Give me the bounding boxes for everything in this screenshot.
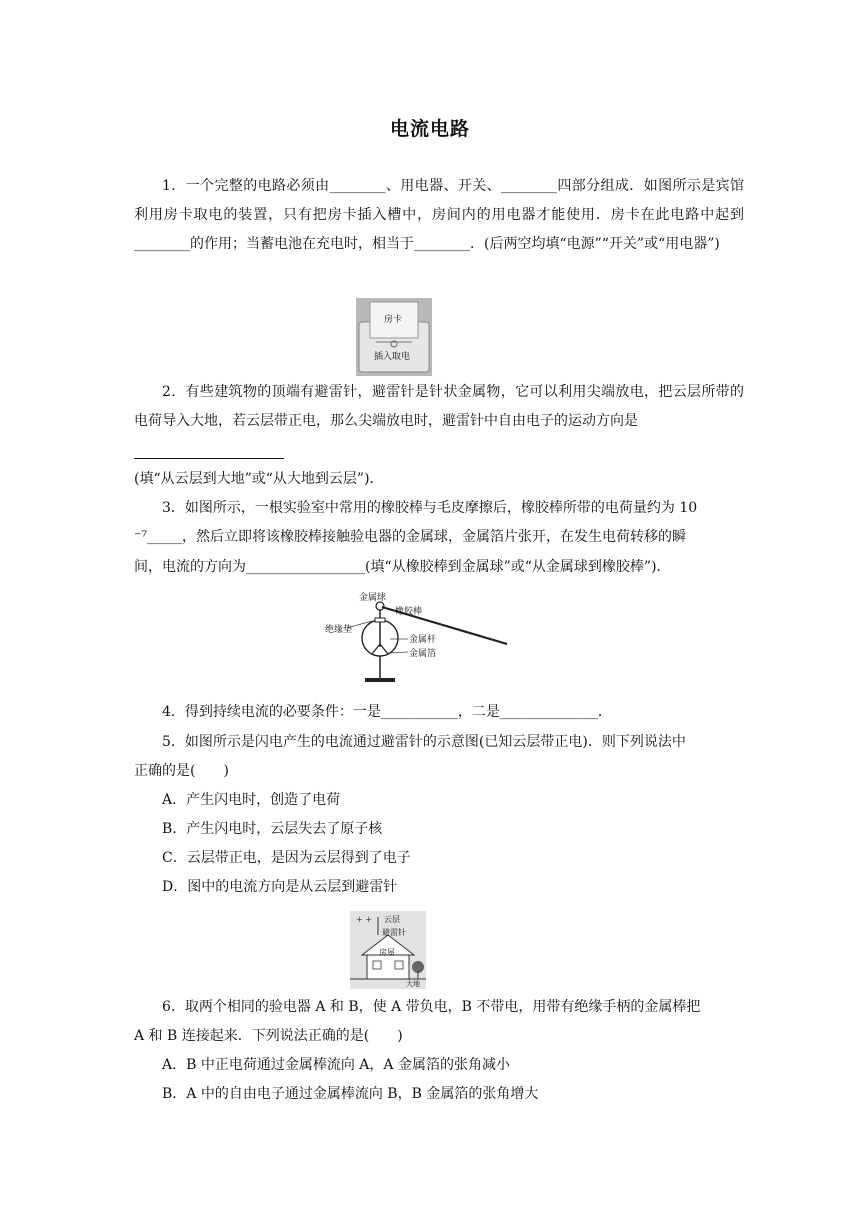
- label-rubber-rod: 橡胶棒: [395, 607, 423, 617]
- label-house: 房屋: [379, 948, 395, 957]
- label-ground: 大地: [406, 980, 420, 988]
- card-label: 房卡: [384, 315, 403, 325]
- question-2-tail: (填“从云层到大地”或“从大地到云层”)．: [134, 471, 384, 487]
- svg-text:+ +: + +: [356, 915, 372, 924]
- page-title: 电流电路: [389, 118, 470, 140]
- room-card-figure: [356, 298, 432, 376]
- question-2-text: 2．有些建筑物的顶端有避雷针，避雷针是针状金属物，它可以利用尖端放电，把云层所带的电荷导入大地，若云层带正电，那么尖端放电时，避雷针中自由电子的运动方向是: [134, 384, 744, 429]
- electroscope-figure: [325, 592, 510, 692]
- question-5-option-c: C．云层带正电，是因为云层得到了电子: [162, 850, 411, 866]
- question-5-option-d: D．图中的电流方向是从云层到避雷针: [162, 879, 398, 895]
- question-4-text: 4．得到持续电流的必要条件：一是___________，二是______________．: [162, 704, 612, 720]
- question-3-line-3: 间，电流的方向为_________________(填“从橡胶棒到金属球”或“从金属球到橡胶棒”)．: [134, 559, 671, 575]
- question-5-option-b: B．产生闪电时，云层失去了原子核: [162, 821, 383, 837]
- question-5-line-2: 正确的是( ): [134, 763, 229, 779]
- label-metal-bar: 金属杆: [409, 635, 437, 645]
- question-6-option-a: A．B 中正电荷通过金属棒流向 A，A 金属箔的张角减小: [162, 1057, 510, 1073]
- question-6-option-b: B．A 中的自由电子通过金属棒流向 B，B 金属箔的张角增大: [162, 1086, 539, 1102]
- question-5-line-1: 5．如图所示是闪电产生的电流通过避雷针的示意图(已知云层带正电)．则下列说法中: [162, 734, 686, 750]
- label-metal-foil: 金属箔: [409, 649, 437, 659]
- label-cloud: 云层: [384, 915, 400, 924]
- label-metal-ball: 金属球: [359, 593, 387, 603]
- question-3-line-2: ⁻⁷_____，然后立即将该橡胶棒接触验电器的金属球，金属箔片张开，在发生电荷转移的瞬: [134, 529, 686, 545]
- label-lightning-rod: 避雷针: [382, 928, 406, 937]
- question-6-line-1: 6．取两个相同的验电器 A 和 B，使 A 带负电，B 不带电，用带有绝缘手柄的金属棒把: [162, 999, 701, 1015]
- lightning-rod-figure: [350, 911, 426, 989]
- label-insulating-pad: 绝缘垫: [325, 625, 353, 635]
- slot-label: 插入取电: [374, 352, 411, 362]
- answer-blank-line: [134, 458, 284, 459]
- question-1-text: 1．一个完整的电路必须由________、用电器、开关、________四部分组成．如图所示是宾馆利用房卡取电的装置，只有把房卡插入槽中，房间内的用电器才能使用．房卡在此电路中起到________的作用；当蓄电池在充电时，相当于________．(后两空均填“电源”“开关”或“用电器”): [134, 178, 744, 252]
- question-5-option-a: A．产生闪电时，创造了电荷: [162, 792, 341, 808]
- question-6-line-2: A 和 B 连接起来．下列说法正确的是( ): [134, 1028, 403, 1044]
- question-3-line-1: 3．如图所示，一根实验室中常用的橡胶棒与毛皮摩擦后，橡胶棒所带的电荷量约为 10: [162, 500, 698, 516]
